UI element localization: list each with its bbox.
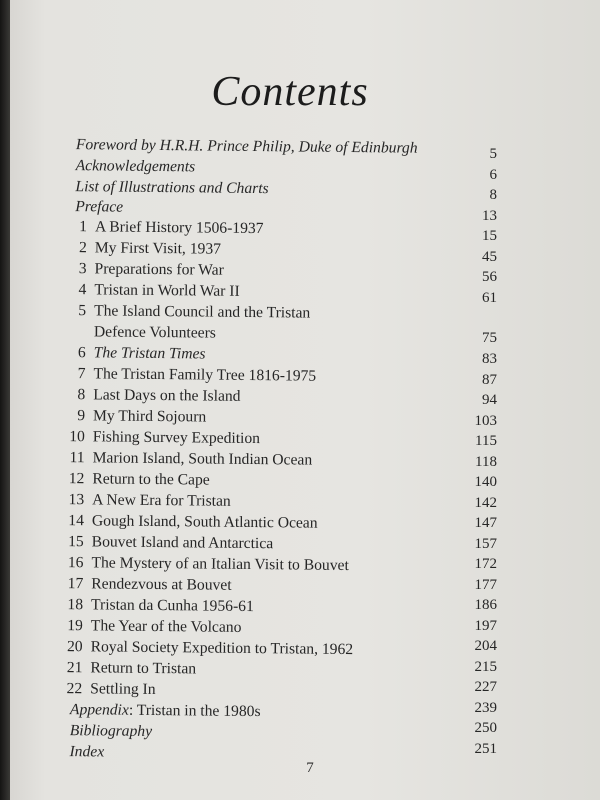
chapter-entry: 14 Gough Island, South Atlantic Ocean — [68, 512, 318, 532]
chapter-entry: 5 The Island Council and the Tristan — [78, 302, 311, 322]
chapter-entry: 3 Preparations for War — [78, 260, 224, 279]
page-number: 5 — [489, 146, 497, 162]
page-number: 61 — [482, 289, 497, 306]
page-number: 140 — [474, 474, 497, 490]
page-number: 45 — [482, 248, 497, 265]
chapter-entry: 7 The Tristan Family Tree 1816-1975 — [77, 365, 317, 385]
index-entry: Index — [69, 743, 105, 761]
page-number: 251 — [474, 740, 497, 757]
page-number: 142 — [474, 494, 497, 511]
chapter-entry: 22 Settling In — [66, 680, 156, 699]
chapter-entry: 15 Bouvet Island and Antarctica — [68, 533, 274, 553]
front-matter-entry: Foreword by H.R.H. Prince Philip, Duke of Edinburgh — [75, 136, 418, 157]
chapter-entry: 10 Fishing Survey Expedition — [69, 428, 261, 448]
page-number: 6 — [489, 166, 497, 183]
chapter-entry: 13 A New Era for Tristan — [68, 491, 231, 510]
front-matter-entry: Preface — [75, 198, 124, 216]
page-number: 172 — [474, 556, 497, 572]
page-number: 56 — [482, 269, 497, 285]
front-matter-entry: List of Illustrations and Charts — [75, 178, 269, 198]
page-number: 13 — [482, 207, 497, 224]
page-number: 115 — [475, 433, 497, 449]
chapter-entry-continued: Defence Volunteers — [93, 323, 216, 342]
chapter-entry: 8 Last Days on the Island — [77, 386, 241, 405]
page-number: 197 — [474, 617, 497, 634]
page-number: 8 — [489, 187, 497, 203]
page-title: Contents — [211, 69, 369, 115]
page-number: 83 — [482, 351, 497, 367]
page-number: 94 — [482, 392, 497, 408]
bibliography-entry: Bibliography — [69, 722, 153, 740]
page-number: 157 — [474, 535, 497, 552]
appendix-entry: Appendix: Tristan in the 1980s — [69, 701, 261, 721]
page-number: 227 — [474, 679, 497, 695]
chapter-entry: 9 My Third Sojourn — [77, 407, 207, 426]
chapter-entry: 6 The Tristan Times — [77, 344, 206, 363]
front-matter-entry: Acknowledgements — [75, 157, 196, 176]
chapter-entry: 1 A Brief History 1506-1937 — [79, 218, 264, 238]
page-number: 186 — [474, 597, 497, 613]
chapter-entry: 19 The Year of the Volcano — [67, 617, 242, 636]
chapter-entry: 20 Royal Society Expedition to Tristan, 1962 — [66, 638, 354, 659]
page-number: 239 — [474, 699, 497, 716]
page-number: 118 — [475, 453, 497, 470]
page-number: 250 — [474, 720, 497, 736]
page-number: 75 — [482, 330, 497, 346]
chapter-entry: 17 Rendezvous at Bouvet — [67, 575, 232, 594]
book-page — [10, 0, 600, 800]
chapter-entry: 21 Return to Tristan — [66, 659, 197, 678]
page-number: 215 — [474, 658, 497, 675]
page-number: 204 — [474, 638, 497, 654]
chapter-entry: 12 Return to the Cape — [68, 470, 210, 489]
chapter-entry: 4 Tristan in World War II — [78, 281, 240, 300]
page-number: 103 — [474, 412, 497, 429]
chapter-entry: 2 My First Visit, 1937 — [78, 239, 222, 258]
page-number: 177 — [474, 576, 497, 593]
chapter-entry: 11 Marion Island, South Indian Ocean — [69, 449, 313, 469]
page-number: 87 — [482, 371, 497, 388]
chapter-entry: 16 The Mystery of an Italian Visit to Bouvet — [67, 554, 349, 575]
page-number: 15 — [482, 228, 497, 244]
book-spine-edge — [0, 0, 10, 800]
page-number: 147 — [474, 515, 497, 531]
chapter-entry: 18 Tristan da Cunha 1956-61 — [67, 596, 254, 616]
folio-page-number: 7 — [306, 760, 314, 776]
page-number-column — [435, 144, 497, 759]
